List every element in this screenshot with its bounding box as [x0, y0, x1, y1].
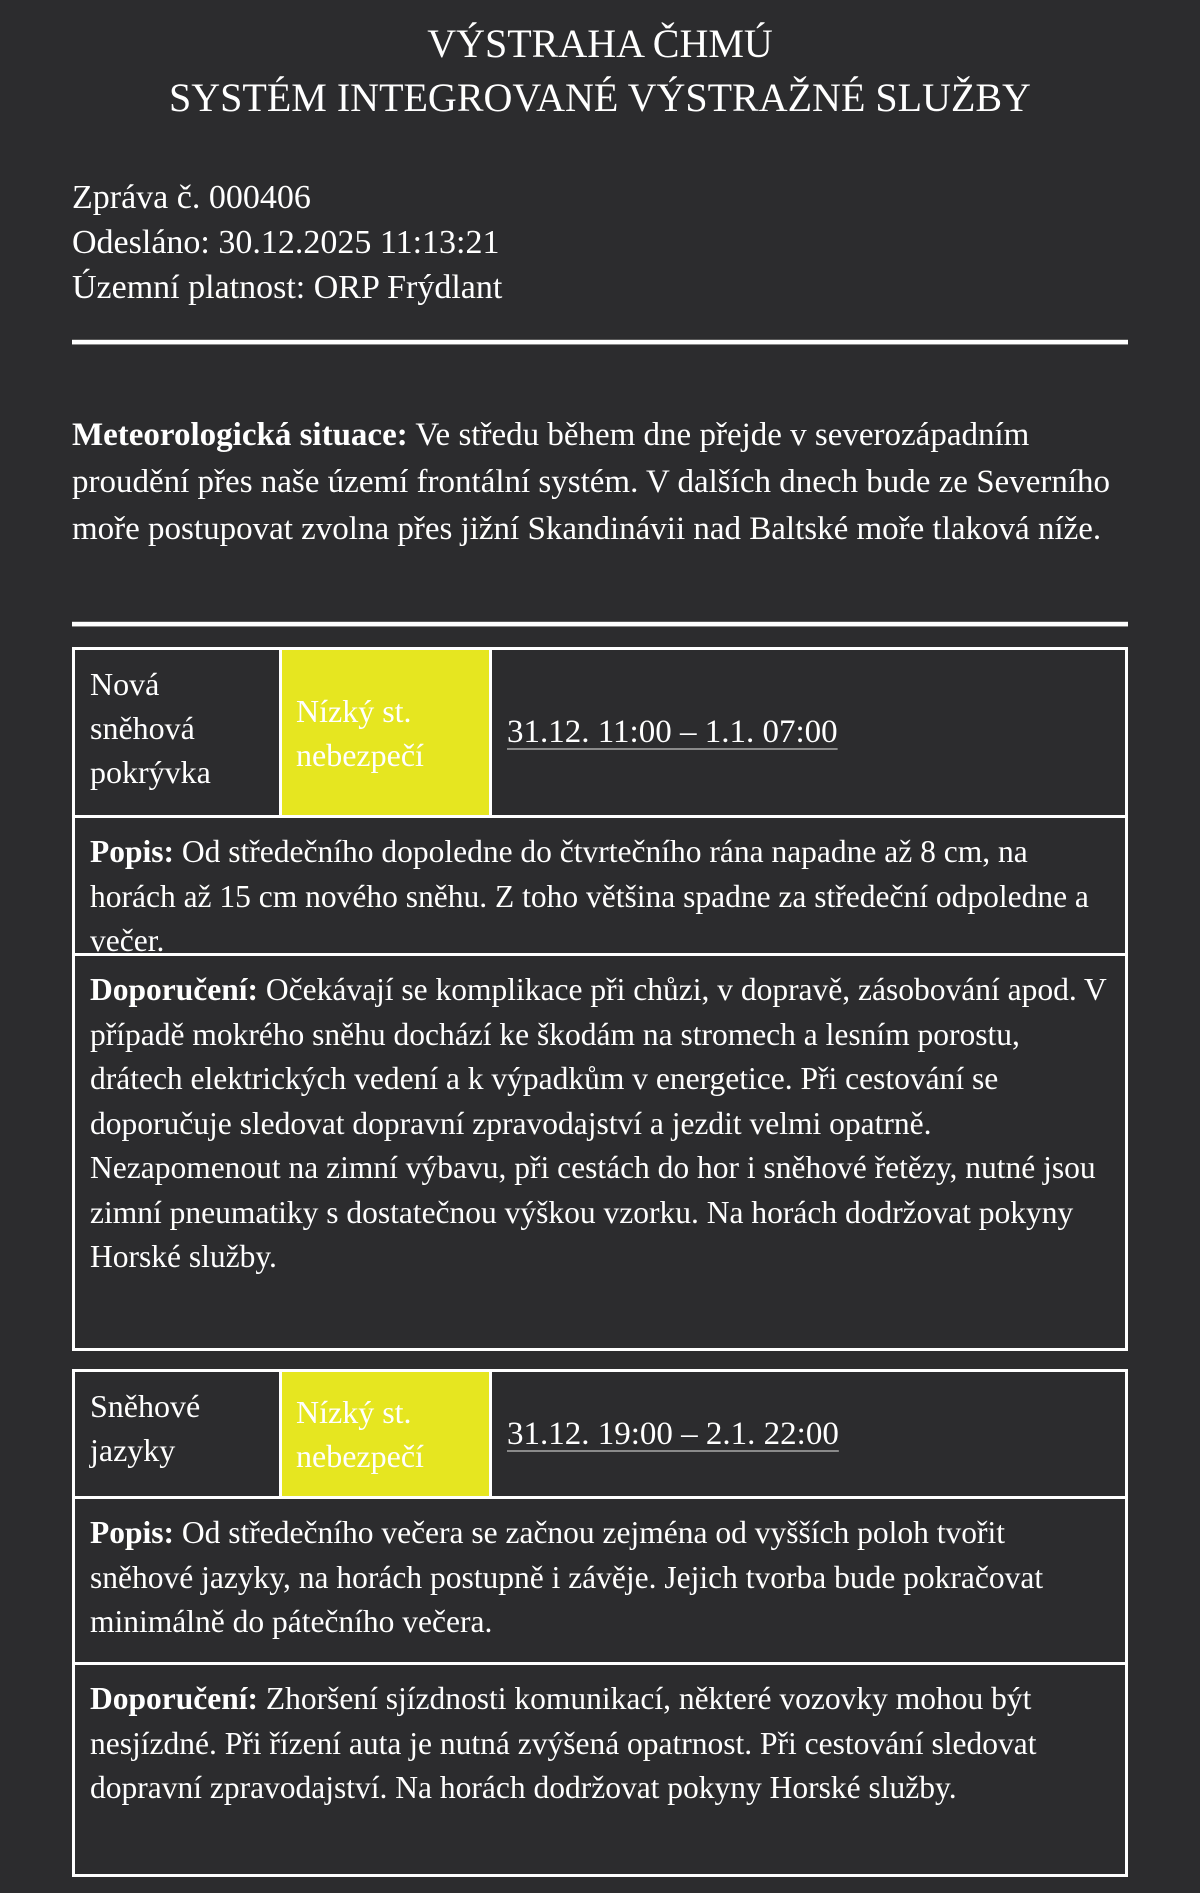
message-number: Zpráva č. 000406	[72, 179, 311, 216]
recommendation-text: Očekávají se komplikace při chůzi, v dopravě, zásobování apod. V případě mokrého sněhu dochází ke škodám na stromech a lesním porostu, drátech elektrických vedení a k výpadkům v energetice. Při cestování se doporučuje sledovat dopravní zpravodajství a jezdit velmi opatrně. Nezapomenout na zimní výbavu, při cestách do hor i sněhové řetězy, nutné jsou zimní pneumatiky s dostatečnou výškou vzorku. Na horách dodržovat pokyny Horské služby.	[90, 972, 1107, 1274]
warning-time-link[interactable]: 31.12. 19:00 – 2.1. 22:00	[507, 1415, 839, 1452]
title-line-1: VÝSTRAHA ČHMÚ	[427, 21, 773, 66]
description-label: Popis:	[90, 834, 175, 869]
warning-type: Nová sněhová pokrývka	[75, 650, 282, 815]
description-text: Od středečního večera se začnou zejména od vyšších poloh tvořit sněhové jazyky, na horách postupně i závěje. Jejich tvorba bude pokračovat minimálně do pátečního večera.	[90, 1515, 1044, 1639]
situation-label: Meteorologická situace:	[72, 417, 408, 453]
warning-time-range	[492, 1372, 1125, 1496]
warning-header-row	[75, 650, 1125, 818]
warning-type: Sněhové jazyky	[75, 1372, 282, 1496]
warning-recommendation	[75, 1665, 1125, 1874]
territorial-validity: Územní platnost: ORP Frýdlant	[72, 269, 503, 306]
warning-time-range	[492, 650, 1125, 815]
warning-level-badge	[282, 650, 492, 815]
recommendation-text: Zhoršení sjízdnosti komunikací, některé vozovky mohou být nesjízdné. Při řízení auta je nutná zvýšená opatrnost. Při cestování sledovat dopravní zpravodajství. Na horách dodržovat pokyny Horské služby.	[90, 1681, 1037, 1805]
warning-level-text: Nízký st. nebezpečí	[296, 1394, 424, 1474]
warning-header-row	[75, 1372, 1125, 1499]
description-text: Od středečního dopoledne do čtvrtečního rána napadne až 8 cm, na horách až 15 cm nového sněhu. Z toho většina spadne za středeční odpoledne a večer.	[90, 834, 1089, 958]
recommendation-label: Doporučení:	[90, 1681, 258, 1716]
divider	[72, 340, 1128, 344]
divider	[72, 622, 1128, 626]
warning-recommendation	[75, 956, 1125, 1348]
description-label: Popis:	[90, 1515, 175, 1550]
warning-level-text: Nízký st. nebezpečí	[296, 692, 424, 773]
warning-description	[75, 1499, 1125, 1665]
document-title	[0, 0, 1200, 125]
warning-level-badge	[282, 1372, 492, 1496]
warning-table	[72, 647, 1128, 1351]
recommendation-label: Doporučení:	[90, 972, 258, 1007]
title-line-2: SYSTÉM INTEGROVANÉ VÝSTRAŽNÉ SLUŽBY	[169, 75, 1031, 120]
warning-time-link[interactable]: 31.12. 11:00 – 1.1. 07:00	[507, 714, 838, 750]
message-meta	[72, 175, 502, 310]
warning-table	[72, 1369, 1128, 1877]
sent-timestamp: Odesláno: 30.12.2025 11:13:21	[72, 224, 500, 261]
situation-text: Ve středu během dne přejde v severozápadním proudění přes naše území frontální systém. V dalších dnech bude ze Severního moře postupovat zvolna přes jižní Skandinávii nad Baltské moře tlaková níže.	[72, 417, 1111, 547]
meteorological-situation	[72, 412, 1142, 553]
warning-description	[75, 818, 1125, 956]
